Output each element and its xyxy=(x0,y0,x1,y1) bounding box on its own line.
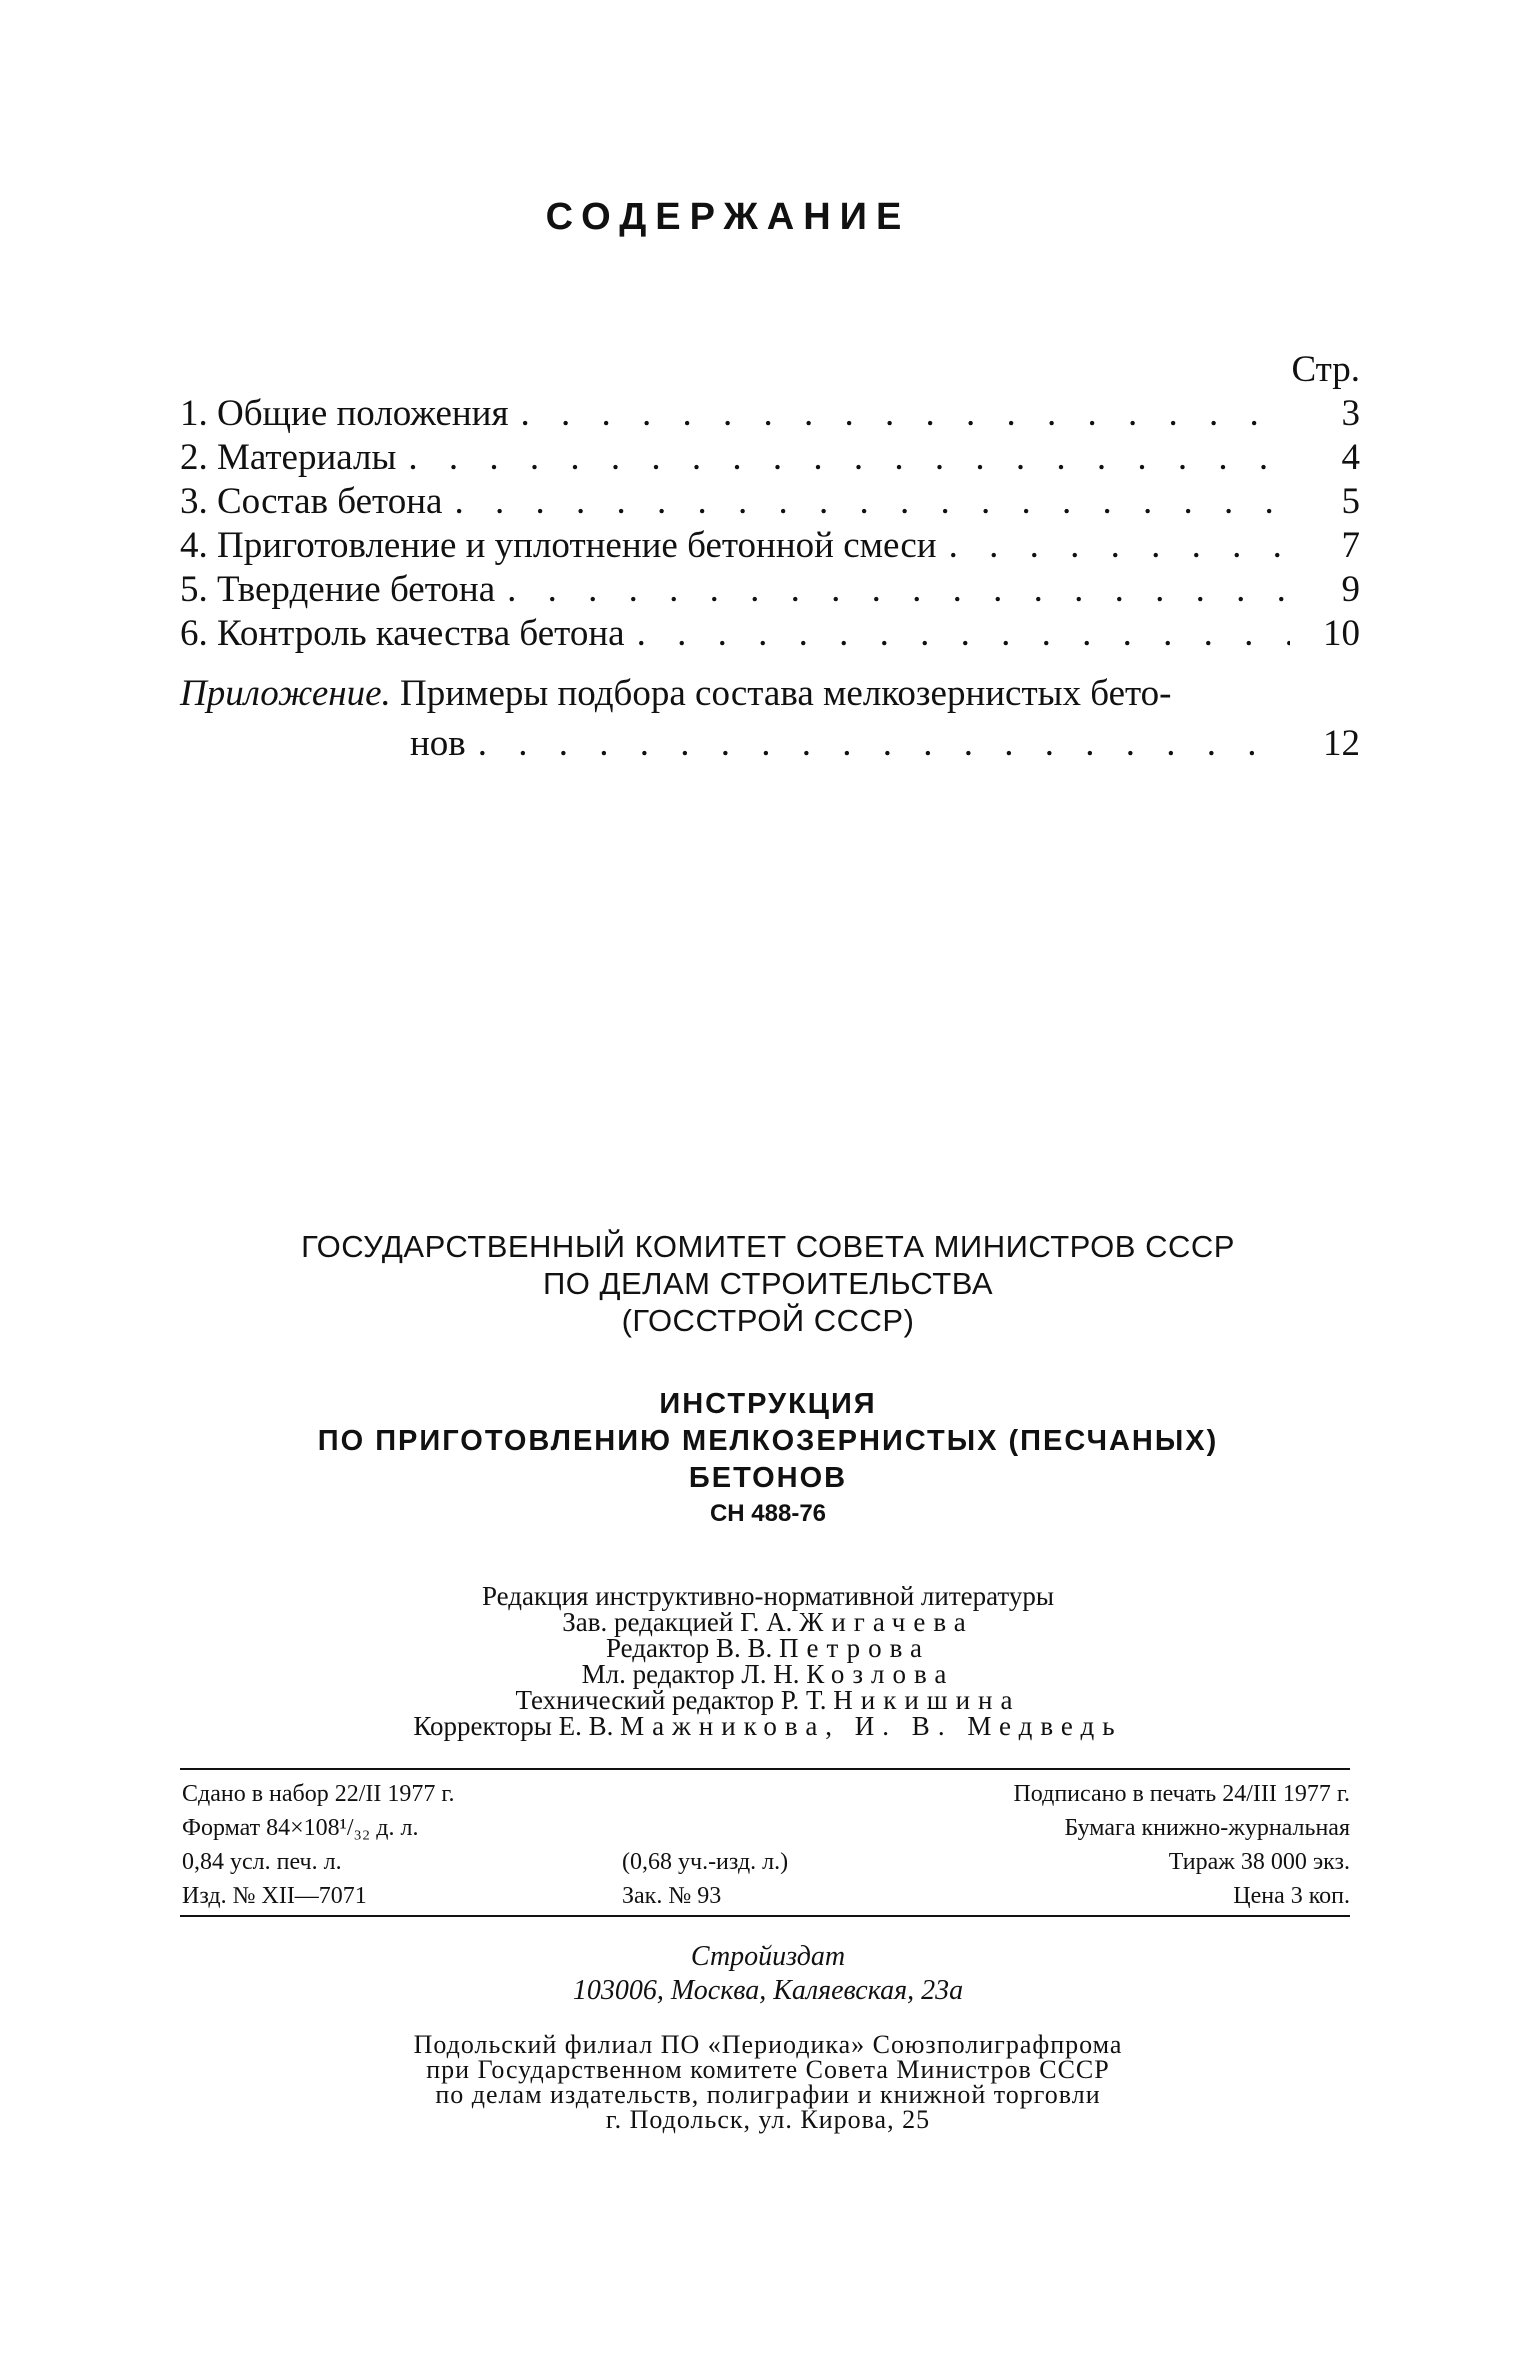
contents-item xyxy=(180,524,1360,568)
contents-item-page: 7 xyxy=(1341,525,1360,566)
contents-item-label: 6. Контроль качества бетона xyxy=(180,613,625,654)
publisher-sheets: (0,68 уч.-изд. л.) xyxy=(622,1849,789,1875)
contents-item xyxy=(180,480,1360,524)
appendix-prefix: Приложение. xyxy=(180,673,391,714)
publisher-name: Стройиздат xyxy=(690,1941,846,1972)
issuing-organization: ГОСУДАРСТВЕННЫЙ КОМИТЕТ СОВЕТА МИНИСТРОВ СССР ПО ДЕЛАМ СТРОИТЕЛЬСТВА (ГОССТРОЙ СССР) xyxy=(301,1229,1235,1338)
appendix-title-line2: нов xyxy=(410,723,466,764)
dot-leader xyxy=(637,612,1290,656)
staff-line: Корректоры Е. В. Мажникова, И. В. Медведь xyxy=(413,1711,1123,1741)
document-code: СН 488-76 xyxy=(709,1500,827,1527)
editorial-staff xyxy=(0,1583,1536,1739)
publisher xyxy=(0,1940,1536,2008)
contents-item xyxy=(180,392,1360,436)
print-sheets: 0,84 усл. печ. л. xyxy=(182,1849,342,1875)
contents-item xyxy=(180,612,1360,656)
contents-item-page: 3 xyxy=(1341,393,1360,434)
dot-leader xyxy=(507,568,1290,612)
contents-appendix xyxy=(180,670,1360,768)
dot-leader xyxy=(454,480,1290,524)
print-specifications xyxy=(182,1777,1350,1913)
dot-leader xyxy=(520,392,1290,436)
contents-title: СОДЕРЖАНИЕ xyxy=(545,196,911,238)
dot-leader xyxy=(478,720,1290,768)
contents-item-label: 4. Приготовление и уплотнение бетонной смеси xyxy=(180,525,937,566)
contents-item xyxy=(180,436,1360,480)
contents-item-page: 9 xyxy=(1341,569,1360,610)
contents-item-label: 3. Состав бетона xyxy=(180,481,443,522)
staff-line: Мл. редактор Л. Н. Козлова xyxy=(581,1659,955,1689)
divider xyxy=(180,1915,1350,1917)
signed-date: Подписано в печать 24/III 1977 г. xyxy=(1013,1781,1350,1807)
paper-format: Формат 84×108¹/₃₂ д. л. xyxy=(182,1815,419,1841)
staff-line: Технический редактор Р. Т. Никишина xyxy=(515,1685,1021,1715)
contents-item-label: 2. Материалы xyxy=(180,437,397,478)
contents-item-page: 5 xyxy=(1341,481,1360,522)
contents-item-page: 10 xyxy=(1323,613,1360,654)
contents-item-page: 4 xyxy=(1341,437,1360,478)
print-run: Тираж 38 000 экз. xyxy=(1168,1849,1350,1875)
paper-type: Бумага книжно-журнальная xyxy=(1064,1815,1350,1841)
edition-number: Изд. № XII—7071 xyxy=(182,1883,367,1909)
divider xyxy=(180,1768,1350,1770)
submitted-date: Сдано в набор 22/II 1977 г. xyxy=(182,1781,455,1807)
contents-item-label: 5. Твердение бетона xyxy=(180,569,496,610)
document-title: ИНСТРУКЦИЯ ПО ПРИГОТОВЛЕНИЮ МЕЛКОЗЕРНИСТЫХ (ПЕСЧАНЫХ) БЕТОНОВ xyxy=(317,1388,1219,1494)
dot-leader xyxy=(949,524,1290,568)
staff-line: Редактор В. В. Петрова xyxy=(606,1633,930,1663)
printing-house: Подольский филиал ПО «Периодика» Союзполиграфпрома при Государственном комитете Совета Министров СССР по делам издательств, полиграфии и книжной торговли г. Подольск, ул. Кирова, 25 xyxy=(413,2030,1123,2134)
appendix-title-line1: Примеры подбора состава мелкозернистых бето- xyxy=(400,673,1172,714)
appendix-page: 12 xyxy=(1323,723,1360,764)
page-column-header: Стр. xyxy=(1291,349,1360,390)
order-number: Зак. № 93 xyxy=(622,1883,722,1909)
contents-item-label: 1. Общие положения xyxy=(180,393,509,434)
dot-leader xyxy=(408,436,1290,480)
price: Цена 3 коп. xyxy=(1233,1883,1350,1909)
staff-line: Зав. редакцией Г. А. Жигачева xyxy=(562,1607,974,1637)
contents-list xyxy=(180,392,1360,768)
contents-item xyxy=(180,568,1360,612)
staff-line: Редакция инструктивно-нормативной литературы xyxy=(482,1581,1054,1611)
publisher-address: 103006, Москва, Каляевская, 23а xyxy=(572,1975,964,2006)
